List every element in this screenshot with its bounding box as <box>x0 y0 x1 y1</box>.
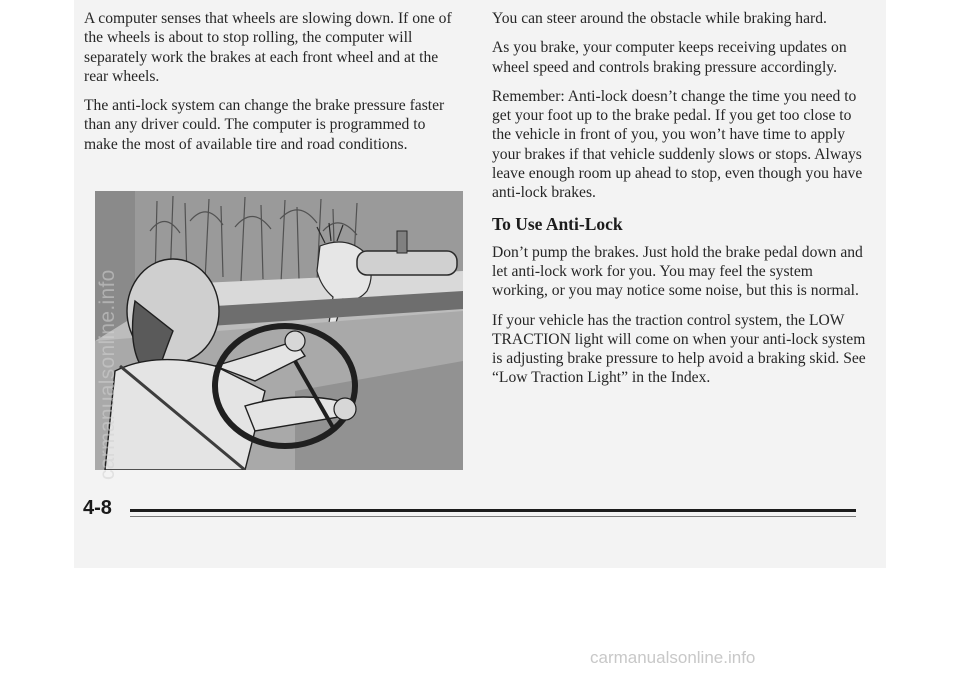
paragraph-brake-pressure: The anti-lock system can change the brake pressure faster than any driver could. The computer is programmed to make the most of available tire and road conditions. <box>84 97 445 153</box>
paragraph-dont-pump: Don’t pump the brakes. Just hold the brake pedal down and let anti-lock work for you. You may feel the system working, or you may notice some noise, but this is normal. <box>492 243 863 300</box>
right-column <box>492 9 872 398</box>
illustration-drawing <box>95 191 463 470</box>
driver-braking-illustration <box>95 191 463 470</box>
footer-watermark: carmanualsonline.info <box>590 648 756 667</box>
section-heading: To Use Anti-Lock <box>492 213 623 234</box>
paragraph-wheels-slowing: A computer senses that wheels are slowing down. If one of the wheels is about to stop rolling, the computer will separately work the brakes at each front wheel and at the rear wheels. <box>84 10 452 85</box>
paragraph-traction-control: If your vehicle has the traction control system, the LOW TRACTION light will come on when your anti-lock system is adjusting brake pressure to help avoid a braking skid. See “Low Traction Light” in the Index. <box>492 311 866 387</box>
paragraph-remember: Remember: Anti-lock doesn’t change the time you need to get your foot up to the brake pedal. If you get too close to the vehicle in front of you, you won’t have time to apply your brakes if that vehicle suddenly slows or stops. Always leave enough room up ahead to stop, even though you have anti-lock brakes. <box>492 87 863 202</box>
paragraph-computer-updates: As you brake, your computer keeps receiving updates on wheel speed and controls braking pressure accordingly. <box>492 39 847 76</box>
left-column <box>84 9 460 164</box>
footer-rule-thin <box>130 516 856 517</box>
page-number: 4-8 <box>83 497 112 519</box>
paragraph-steer-around: You can steer around the obstacle while braking hard. <box>492 10 827 27</box>
side-watermark: carmanualsonline.info <box>96 269 119 480</box>
footer-rule-thick <box>130 509 856 512</box>
